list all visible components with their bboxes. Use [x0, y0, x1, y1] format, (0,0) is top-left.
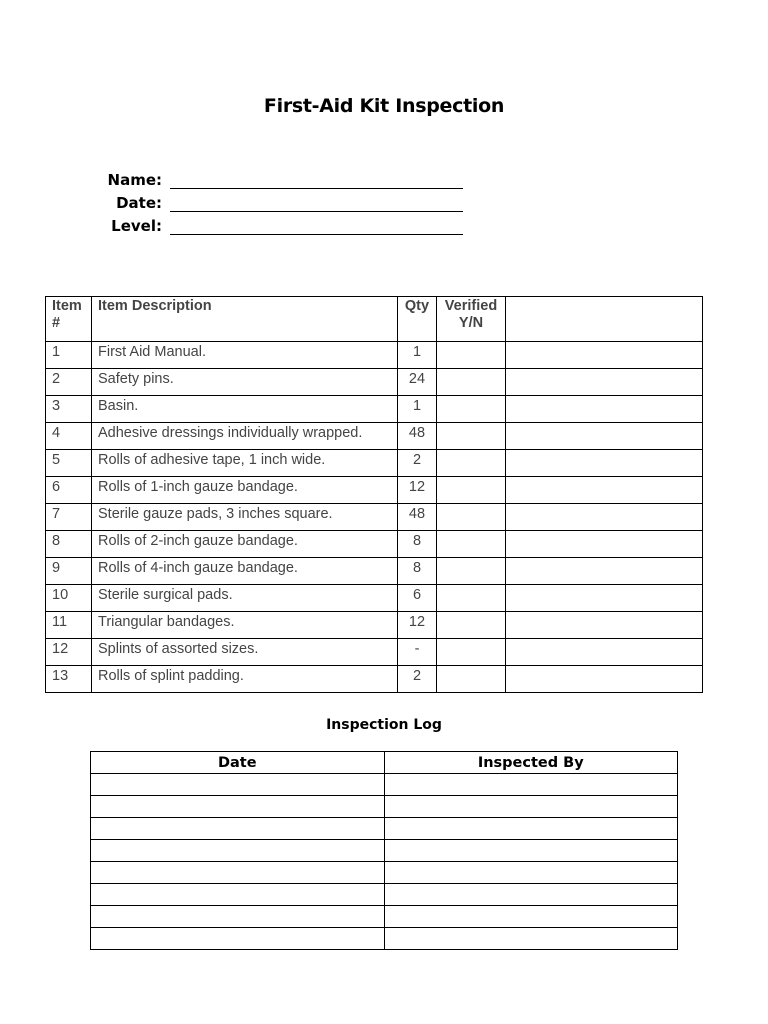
- item-extra-cell[interactable]: [506, 639, 703, 666]
- item-qty-cell: 48: [398, 504, 437, 531]
- item-number-cell: 4: [46, 423, 92, 450]
- item-description-cell: Rolls of 4-inch gauze bandage.: [92, 558, 398, 585]
- item-description-cell: Splints of assorted sizes.: [92, 639, 398, 666]
- item-number-cell: 11: [46, 612, 92, 639]
- item-verified-cell[interactable]: [437, 558, 506, 585]
- date-line[interactable]: [170, 211, 463, 212]
- log-header-inspected-by: Inspected By: [384, 752, 678, 774]
- log-date-cell[interactable]: [91, 796, 385, 818]
- table-row: [46, 612, 703, 639]
- item-verified-cell[interactable]: [437, 342, 506, 369]
- item-number-cell: 9: [46, 558, 92, 585]
- log-inspected-by-cell[interactable]: [384, 862, 678, 884]
- item-verified-cell[interactable]: [437, 639, 506, 666]
- level-line[interactable]: [170, 234, 463, 235]
- log-row: [91, 774, 678, 796]
- item-number-cell: 2: [46, 369, 92, 396]
- log-row: [91, 796, 678, 818]
- item-number-cell: 13: [46, 666, 92, 693]
- item-extra-cell[interactable]: [506, 396, 703, 423]
- table-row: [46, 585, 703, 612]
- item-extra-cell[interactable]: [506, 477, 703, 504]
- log-date-cell[interactable]: [91, 862, 385, 884]
- item-verified-cell[interactable]: [437, 504, 506, 531]
- item-number-cell: 10: [46, 585, 92, 612]
- header-qty: Qty: [398, 297, 437, 342]
- item-verified-cell[interactable]: [437, 423, 506, 450]
- name-field: [90, 171, 470, 193]
- item-number-cell: 12: [46, 639, 92, 666]
- table-row: [46, 477, 703, 504]
- item-description-cell: Rolls of 2-inch gauze bandage.: [92, 531, 398, 558]
- log-header-date: Date: [91, 752, 385, 774]
- item-verified-cell[interactable]: [437, 612, 506, 639]
- header-item-number: Item #: [46, 297, 92, 342]
- item-extra-cell[interactable]: [506, 585, 703, 612]
- item-description-cell: Sterile gauze pads, 3 inches square.: [92, 504, 398, 531]
- log-row: [91, 884, 678, 906]
- table-row: [46, 639, 703, 666]
- table-row: [46, 504, 703, 531]
- table-row: [46, 342, 703, 369]
- log-row: [91, 906, 678, 928]
- item-description-cell: Rolls of 1-inch gauze bandage.: [92, 477, 398, 504]
- item-number-cell: 3: [46, 396, 92, 423]
- log-inspected-by-cell[interactable]: [384, 796, 678, 818]
- item-qty-cell: 12: [398, 612, 437, 639]
- log-inspected-by-cell[interactable]: [384, 884, 678, 906]
- item-verified-cell[interactable]: [437, 450, 506, 477]
- item-number-cell: 8: [46, 531, 92, 558]
- item-description-cell: Sterile surgical pads.: [92, 585, 398, 612]
- item-extra-cell[interactable]: [506, 450, 703, 477]
- log-row: [91, 818, 678, 840]
- item-qty-cell: 12: [398, 477, 437, 504]
- item-description-cell: Rolls of splint padding.: [92, 666, 398, 693]
- item-qty-cell: 1: [398, 342, 437, 369]
- date-label: Date:: [116, 194, 162, 212]
- log-row: [91, 840, 678, 862]
- table-row: [46, 450, 703, 477]
- item-description-cell: Adhesive dressings individually wrapped.: [92, 423, 398, 450]
- table-row: [46, 531, 703, 558]
- level-label: Level:: [111, 217, 162, 235]
- log-inspected-by-cell[interactable]: [384, 774, 678, 796]
- item-extra-cell[interactable]: [506, 612, 703, 639]
- item-verified-cell[interactable]: [437, 585, 506, 612]
- log-date-cell[interactable]: [91, 818, 385, 840]
- log-inspected-by-cell[interactable]: [384, 928, 678, 950]
- header-item-description: Item Description: [92, 297, 398, 342]
- item-extra-cell[interactable]: [506, 369, 703, 396]
- table-row: [46, 369, 703, 396]
- table-row: [46, 396, 703, 423]
- item-extra-cell[interactable]: [506, 342, 703, 369]
- log-date-cell[interactable]: [91, 928, 385, 950]
- item-verified-cell[interactable]: [437, 477, 506, 504]
- item-number-cell: 7: [46, 504, 92, 531]
- log-row: [91, 928, 678, 950]
- log-date-cell[interactable]: [91, 774, 385, 796]
- item-extra-cell[interactable]: [506, 531, 703, 558]
- item-verified-cell[interactable]: [437, 369, 506, 396]
- item-qty-cell: -: [398, 639, 437, 666]
- items-table: [45, 296, 703, 693]
- inspection-log-table: [90, 751, 678, 950]
- item-qty-cell: 48: [398, 423, 437, 450]
- name-line[interactable]: [170, 188, 463, 189]
- item-qty-cell: 2: [398, 450, 437, 477]
- log-inspected-by-cell[interactable]: [384, 840, 678, 862]
- item-description-cell: Basin.: [92, 396, 398, 423]
- inspection-log-title: Inspection Log: [326, 717, 442, 733]
- table-row: [46, 558, 703, 585]
- log-row: [91, 862, 678, 884]
- item-qty-cell: 1: [398, 396, 437, 423]
- name-label: Name:: [107, 171, 162, 189]
- item-extra-cell[interactable]: [506, 666, 703, 693]
- item-extra-cell[interactable]: [506, 504, 703, 531]
- log-date-cell[interactable]: [91, 840, 385, 862]
- table-row: [46, 423, 703, 450]
- items-header-row: [46, 297, 703, 342]
- header-extra: [506, 297, 703, 342]
- level-field: [90, 217, 470, 239]
- item-extra-cell[interactable]: [506, 423, 703, 450]
- item-qty-cell: 2: [398, 666, 437, 693]
- table-row: [46, 666, 703, 693]
- item-qty-cell: 6: [398, 585, 437, 612]
- item-qty-cell: 8: [398, 558, 437, 585]
- item-verified-cell[interactable]: [437, 396, 506, 423]
- log-inspected-by-cell[interactable]: [384, 818, 678, 840]
- log-date-cell[interactable]: [91, 884, 385, 906]
- item-verified-cell[interactable]: [437, 666, 506, 693]
- item-qty-cell: 24: [398, 369, 437, 396]
- item-description-cell: Safety pins.: [92, 369, 398, 396]
- item-description-cell: Triangular bandages.: [92, 612, 398, 639]
- header-verified: Verified Y/N: [437, 297, 506, 342]
- log-header-row: [91, 752, 678, 774]
- log-date-cell[interactable]: [91, 906, 385, 928]
- log-inspected-by-cell[interactable]: [384, 906, 678, 928]
- item-qty-cell: 8: [398, 531, 437, 558]
- item-number-cell: 5: [46, 450, 92, 477]
- page-title: First-Aid Kit Inspection: [263, 95, 505, 117]
- item-number-cell: 1: [46, 342, 92, 369]
- item-description-cell: First Aid Manual.: [92, 342, 398, 369]
- item-number-cell: 6: [46, 477, 92, 504]
- date-field: [90, 194, 470, 216]
- item-verified-cell[interactable]: [437, 531, 506, 558]
- item-description-cell: Rolls of adhesive tape, 1 inch wide.: [92, 450, 398, 477]
- item-extra-cell[interactable]: [506, 558, 703, 585]
